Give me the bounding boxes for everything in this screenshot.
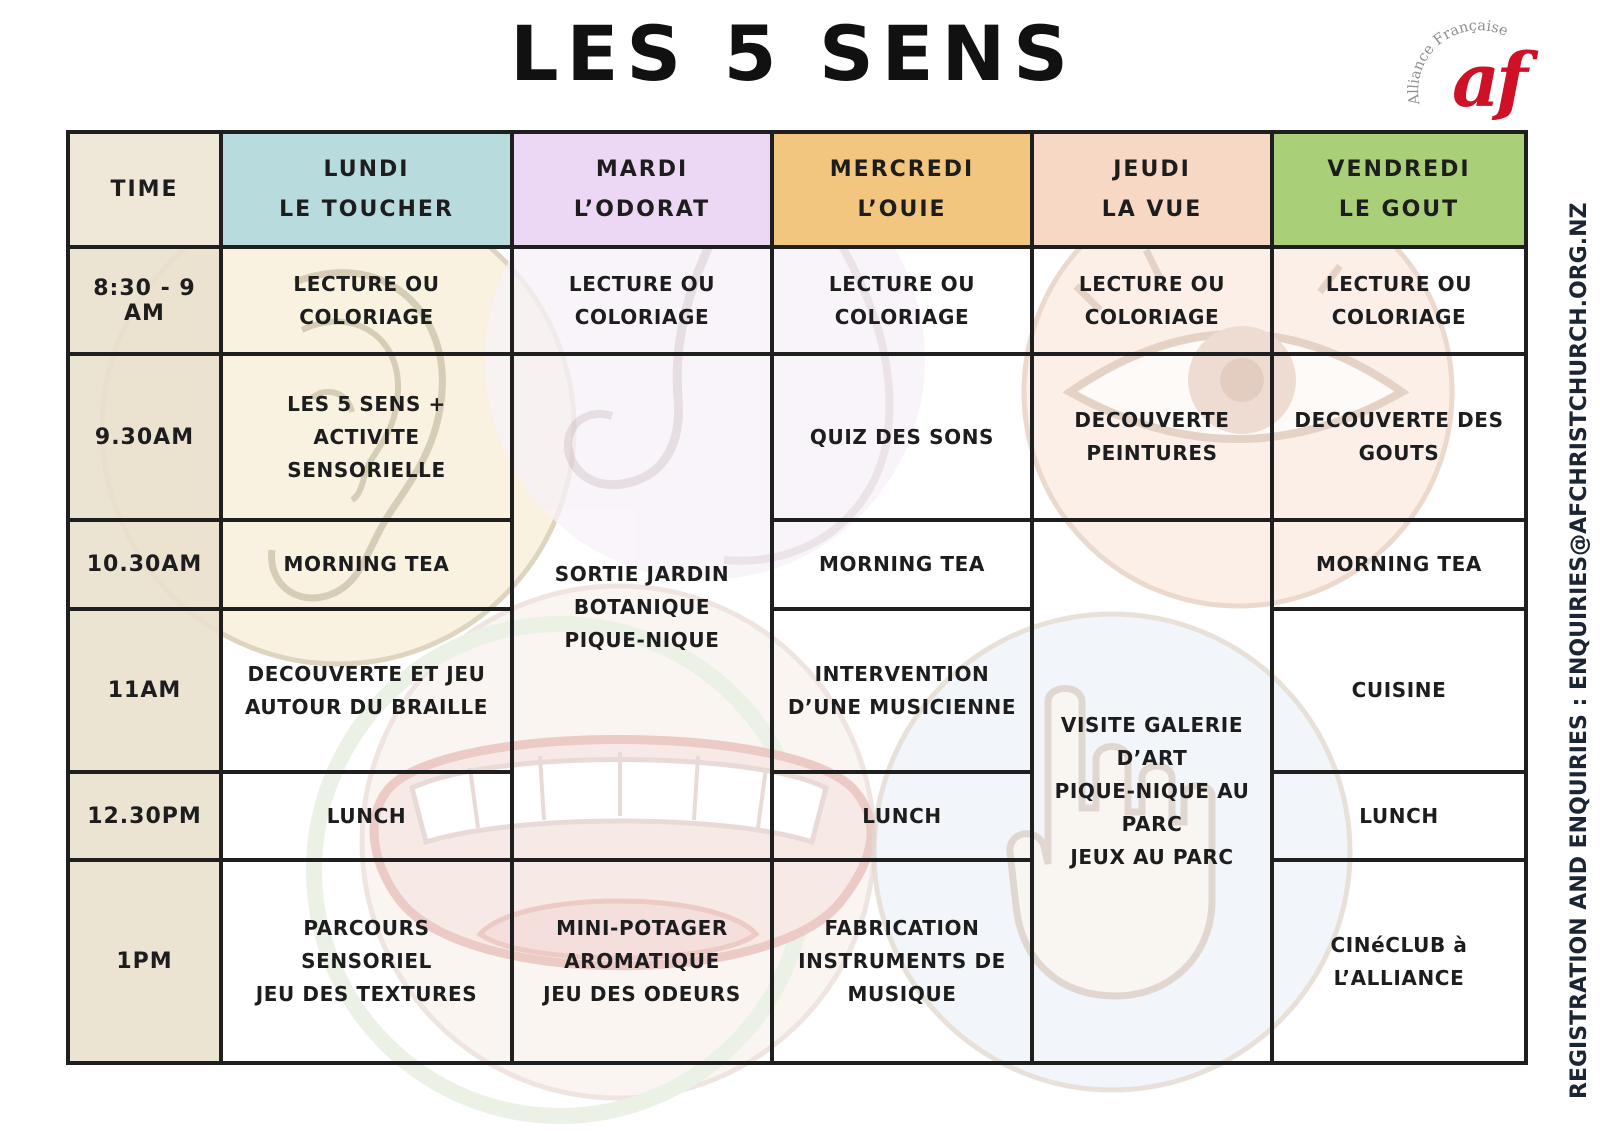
activity-text: MORNING TEA [819, 552, 985, 576]
day-name: LUNDI [323, 156, 410, 182]
time-label: 9.30AM [94, 424, 195, 450]
time-label: 12.30PM [87, 803, 202, 829]
cell-wednesday-0830 [774, 249, 1034, 356]
activity-text: DECOUVERTE ET JEU AUTOUR DU BRAILLE [244, 661, 489, 719]
cell-wednesday-1100 [774, 611, 1034, 774]
header-time-label: TIME [110, 176, 179, 202]
activity-text: SORTIE JARDIN BOTANIQUE [554, 561, 730, 619]
cell-tuesday-outing [514, 356, 774, 862]
day-sense: LA VUE [1101, 196, 1203, 222]
activity-text: LECTURE OU COLORIAGE [1325, 271, 1473, 329]
activity-text: QUIZ DES SONS [809, 424, 995, 449]
day-name: MARDI [595, 156, 689, 182]
activity-text: LECTURE OU COLORIAGE [1078, 271, 1226, 329]
cell-monday-1030 [223, 522, 514, 611]
header-wednesday [774, 134, 1034, 249]
activity-text: MORNING TEA [283, 552, 450, 576]
activity-text: INTERVENTION D’UNE MUSICIENNE [787, 661, 1017, 719]
cell-thursday-outing [1034, 522, 1274, 1061]
activity-text: CUISINE [1351, 678, 1447, 702]
day-sense: LE TOUCHER [279, 196, 454, 222]
cell-friday-1300 [1274, 862, 1524, 1061]
cell-wednesday-0930 [774, 356, 1034, 522]
activity-text: CINéCLUB à L’ALLIANCE [1330, 932, 1468, 990]
activity-text: PIQUE-NIQUE [564, 627, 720, 652]
activity-text: LES 5 SENS + ACTIVITE SENSORIELLE [287, 391, 446, 482]
activity-text: PARCOURS SENSORIEL [301, 916, 432, 973]
activity-text: LUNCH [1359, 803, 1439, 828]
alliance-francaise-logo [1402, 2, 1558, 134]
day-name: JEUDI [1113, 156, 1191, 182]
day-name: VENDREDI [1327, 156, 1471, 182]
activity-text: LECTURE OU COLORIAGE [293, 271, 440, 329]
activity-text: LUNCH [326, 803, 407, 828]
activity-text: LUNCH [862, 803, 942, 828]
time-slot-0830 [70, 249, 223, 356]
cell-friday-1030 [1274, 522, 1524, 611]
cell-monday-1100 [223, 611, 514, 774]
activity-text: JEU DES ODEURS [543, 982, 741, 1006]
cell-monday-1300 [223, 862, 514, 1061]
cell-wednesday-1300 [774, 862, 1034, 1061]
activity-text: MINI-POTAGER AROMATIQUE [556, 916, 728, 973]
header-monday [223, 134, 514, 249]
header-thursday [1034, 134, 1274, 249]
activity-text: DECOUVERTE DES GOUTS [1294, 408, 1504, 465]
cell-wednesday-1230 [774, 774, 1034, 862]
header-tuesday [514, 134, 774, 249]
cell-friday-0930 [1274, 356, 1524, 522]
activity-text: PIQUE-NIQUE AU PARC [1054, 779, 1250, 836]
cell-monday-0930 [223, 356, 514, 522]
cell-friday-1230 [1274, 774, 1524, 862]
header-friday [1274, 134, 1524, 249]
activity-text: VISITE GALERIE D’ART [1060, 713, 1244, 770]
time-label: 1PM [116, 949, 173, 974]
cell-tuesday-0830 [514, 249, 774, 356]
activity-text: JEU DES TEXTURES [255, 982, 478, 1006]
time-slot-1030 [70, 522, 223, 611]
activity-text: FABRICATION INSTRUMENTS DE MUSIQUE [798, 916, 1006, 1006]
time-slot-1300 [70, 862, 223, 1061]
cell-friday-0830 [1274, 249, 1524, 356]
activity-text: DECOUVERTE PEINTURES [1074, 408, 1230, 465]
time-label: 8:30 - 9 AM [93, 275, 196, 326]
time-slot-1230 [70, 774, 223, 862]
cell-thursday-0830 [1034, 249, 1274, 356]
day-sense: LE GOUT [1338, 196, 1460, 222]
activity-text: JEUX AU PARC [1070, 845, 1234, 869]
day-sense: L’OUIE [857, 196, 947, 222]
time-label: 11AM [107, 678, 182, 703]
cell-wednesday-1030 [774, 522, 1034, 611]
cell-thursday-0930 [1034, 356, 1274, 522]
activity-text: MORNING TEA [1316, 552, 1482, 576]
page-title: LES 5 SENS [510, 9, 1076, 98]
day-sense: L’ODORAT [573, 196, 711, 222]
cell-monday-1230 [223, 774, 514, 862]
activity-text: LECTURE OU COLORIAGE [568, 271, 716, 329]
time-label: 10.30AM [86, 552, 203, 577]
logo-arc-text: Alliance Française [1406, 18, 1511, 106]
cell-friday-1100 [1274, 611, 1524, 774]
cell-tuesday-1300 [514, 862, 774, 1061]
activity-text: LECTURE OU COLORIAGE [828, 271, 976, 329]
header-time [70, 134, 223, 249]
time-slot-1100 [70, 611, 223, 774]
logo-monogram: af [1452, 38, 1524, 124]
registration-note: REGISTRATION AND ENQUIRIES : ENQUIRIES@AFCHRISTCHURCH.ORG.NZ [1567, 202, 1592, 1100]
time-slot-0930 [70, 356, 223, 522]
cell-monday-0830 [223, 249, 514, 356]
schedule-table [66, 130, 1528, 1065]
day-name: MERCREDI [829, 156, 975, 182]
